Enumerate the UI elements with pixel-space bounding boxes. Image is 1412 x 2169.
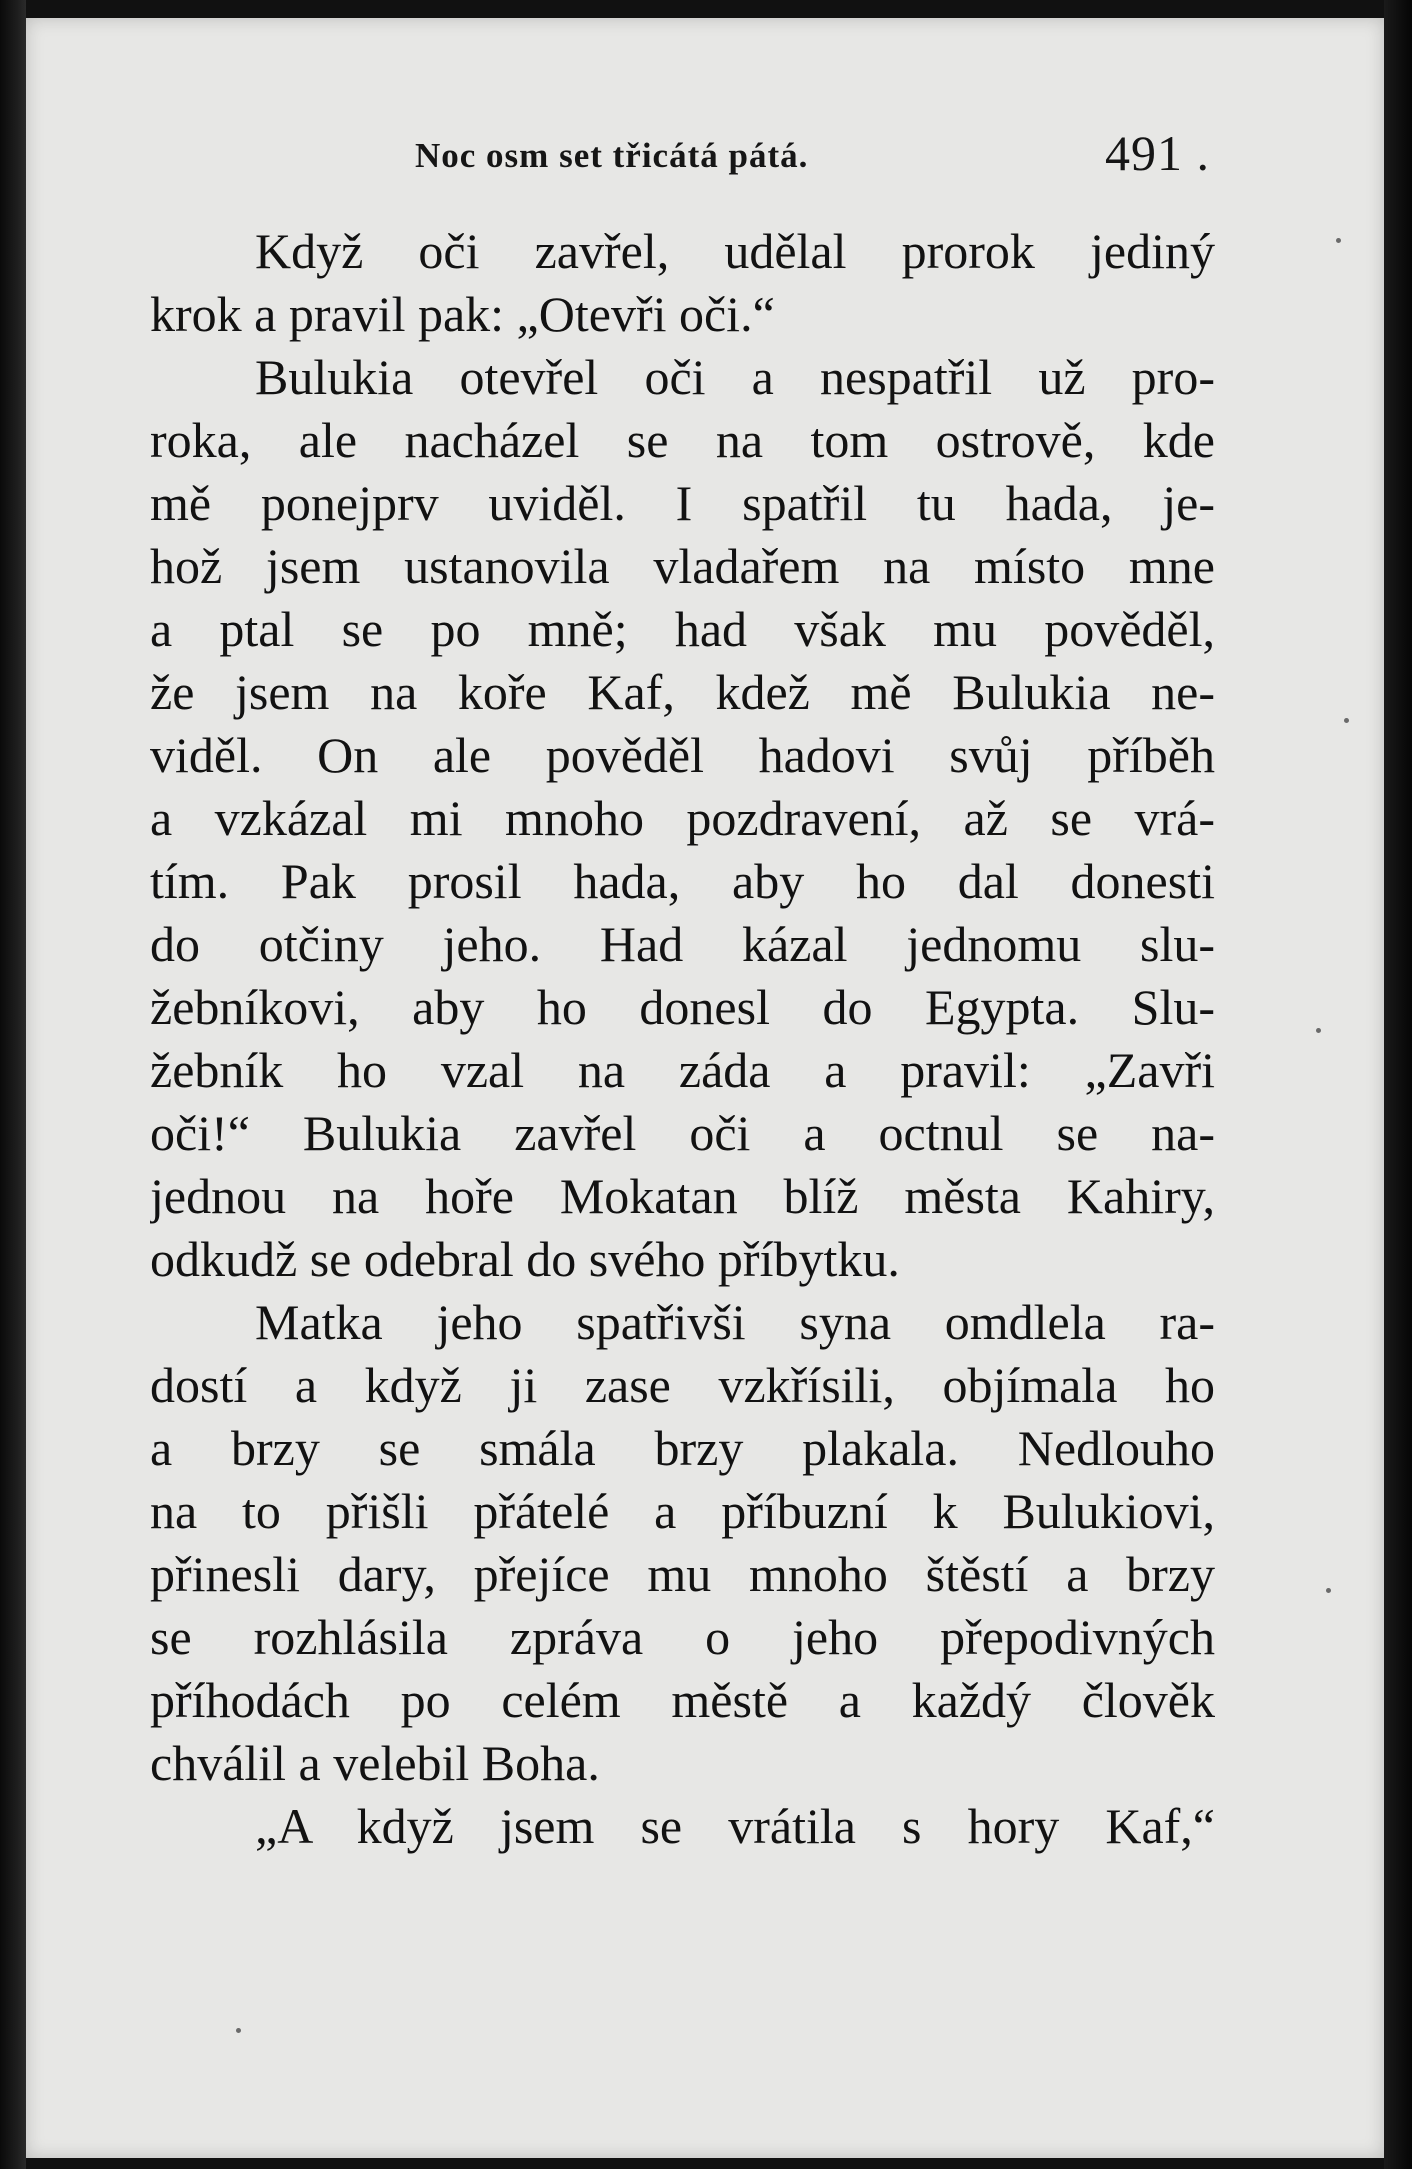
text-line: a vzkázal mi mnoho pozdravení, až se vrá- — [150, 790, 1215, 846]
running-title: Noc osm set třicátá pátá. — [415, 136, 809, 175]
text-line: roka, ale nacházel se na tom ostrově, kde — [150, 412, 1215, 468]
text-line: tím. Pak prosil hada, aby ho dal donesti — [150, 853, 1215, 909]
page-number: 491 . — [1105, 125, 1210, 181]
text-line: krok a pravil pak: „Otevři oči.“ — [150, 286, 775, 342]
text-line: že jsem na koře Kaf, kdež mě Bulukia ne- — [150, 664, 1215, 720]
text-line: Bulukia otevřel oči a nespatřil už pro- — [255, 349, 1215, 405]
text-line: a brzy se smála brzy plakala. Nedlouho — [150, 1420, 1215, 1476]
text-line: mě ponejprv uviděl. I spatřil tu hada, je- — [150, 475, 1215, 531]
body-text — [150, 220, 1215, 1858]
text-line: viděl. On ale pověděl hadovi svůj příběh — [150, 727, 1215, 783]
text-line: žebníkovi, aby ho donesl do Egypta. Slu- — [150, 979, 1215, 1035]
paper-speck — [1344, 718, 1349, 723]
book-binding-edge — [0, 0, 26, 2169]
text-line: a ptal se po mně; had však mu pověděl, — [150, 601, 1215, 657]
text-line: Matka jeho spatřivši syna omdlela ra- — [255, 1294, 1215, 1350]
text-line: oči!“ Bulukia zavřel oči a octnul se na- — [150, 1105, 1215, 1161]
paper-speck — [236, 2028, 241, 2033]
page-right-edge — [1384, 0, 1412, 2169]
text-line: odkudž se odebral do svého příbytku. — [150, 1231, 900, 1287]
paper-speck — [1316, 1028, 1321, 1033]
text-line: jednou na hoře Mokatan blíž města Kahiry, — [150, 1168, 1215, 1224]
text-line: na to přišli přátelé a příbuzní k Bulukiovi, — [150, 1483, 1215, 1539]
text-line: chválil a velebil Boha. — [150, 1735, 600, 1791]
text-line: příhodách po celém městě a každý člověk — [150, 1672, 1215, 1728]
text-line: dostí a když ji zase vzkřísili, objímala ho — [150, 1357, 1215, 1413]
running-head — [150, 120, 1210, 190]
text-line: „A když jsem se vrátila s hory Kaf,“ — [255, 1798, 1215, 1854]
paper-speck — [1336, 238, 1341, 243]
text-line: Když oči zavřel, udělal prorok jediný — [255, 223, 1215, 279]
paper-speck — [1326, 1588, 1331, 1593]
text-line: do otčiny jeho. Had kázal jednomu slu- — [150, 916, 1215, 972]
text-line: se rozhlásila zpráva o jeho přepodivných — [150, 1609, 1215, 1665]
text-line: hož jsem ustanovila vladařem na místo mne — [150, 538, 1215, 594]
text-line: přinesli dary, přejíce mu mnoho štěstí a brzy — [150, 1546, 1215, 1602]
text-line: žebník ho vzal na záda a pravil: „Zavři — [150, 1042, 1215, 1098]
